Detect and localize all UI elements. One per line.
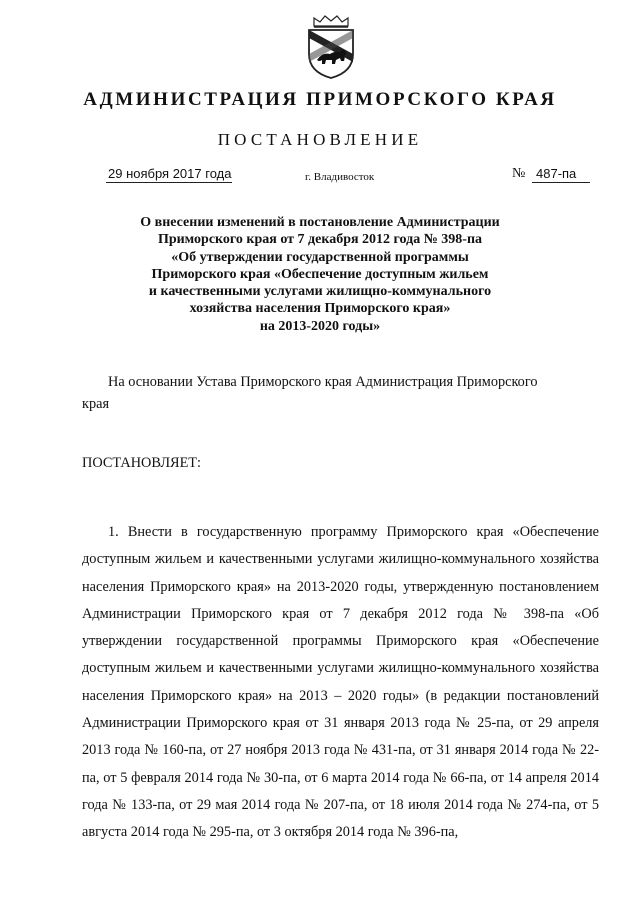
date-underline	[106, 182, 232, 183]
document-number: 487-па	[536, 166, 577, 181]
document-date: 29 ноября 2017 года	[108, 166, 232, 181]
title-line: Приморского края «Обеспечение доступным жильем	[151, 266, 489, 282]
basis-paragraph-continuation: края	[82, 396, 110, 412]
title-line: Приморского края от 7 декабря 2012 года № 398-па	[157, 232, 483, 248]
title-line: хозяйства населения Приморского края»	[189, 301, 451, 317]
document-city: г. Владивосток	[305, 171, 375, 183]
title-line: и качественными услугами жилищно-коммунального	[148, 284, 492, 300]
basis-paragraph: На основании Устава Приморского края Администрация Приморского	[108, 374, 538, 390]
item-1-paragraph: 1. Внести в государственную программу Приморского края «Обеспечение доступным жильем и качественными услугами жилищно-коммунального хозяйства населения Приморского края» на 2013-2020 годы, утвержденную постановлением Администрации Приморского края от 7 декабря 2012 года № 398-па «Об утверждении государственной программы Приморского края «Обеспечение доступным жильем и качественными услугами жилищно-коммунального хозяйства населения Приморского края» на 2013 – 2020 годы» (в редакции постановлений Администрации Приморского края от 31 января 2013 года № 25-па, от 29 апреля 2013 года № 160-па, от 27 ноября 2013 года № 431-па, от 31 января 2014 года № 22-па, от 5 февраля 2014 года № 30-па, от 6 марта 2014 года № 66-па, от 14 апреля 2014 года № 133-па, от 29 мая 2014 года № 207-па, от 18 июля 2014 года № 274-па, от 5 августа 2014 года № 295-па, от 3 октября 2014 года № 396-па,	[82, 524, 599, 841]
decree-heading: ПОСТАНОВЛЯЕТ:	[82, 455, 202, 471]
title-line: О внесении изменений в постановление Администрации	[140, 215, 500, 230]
title-line: «Об утверждении государственной программы	[171, 249, 469, 265]
coat-of-arms-icon	[300, 14, 362, 80]
organization-name: АДМИНИСТРАЦИЯ ПРИМОРСКОГО КРАЯ	[83, 89, 557, 110]
document-type: ПОСТАНОВЛЕНИЕ	[217, 130, 423, 149]
document-title	[60, 214, 580, 335]
title-line: на 2013-2020 годы»	[259, 318, 381, 334]
number-sign: №	[512, 166, 526, 181]
number-underline	[532, 182, 590, 183]
